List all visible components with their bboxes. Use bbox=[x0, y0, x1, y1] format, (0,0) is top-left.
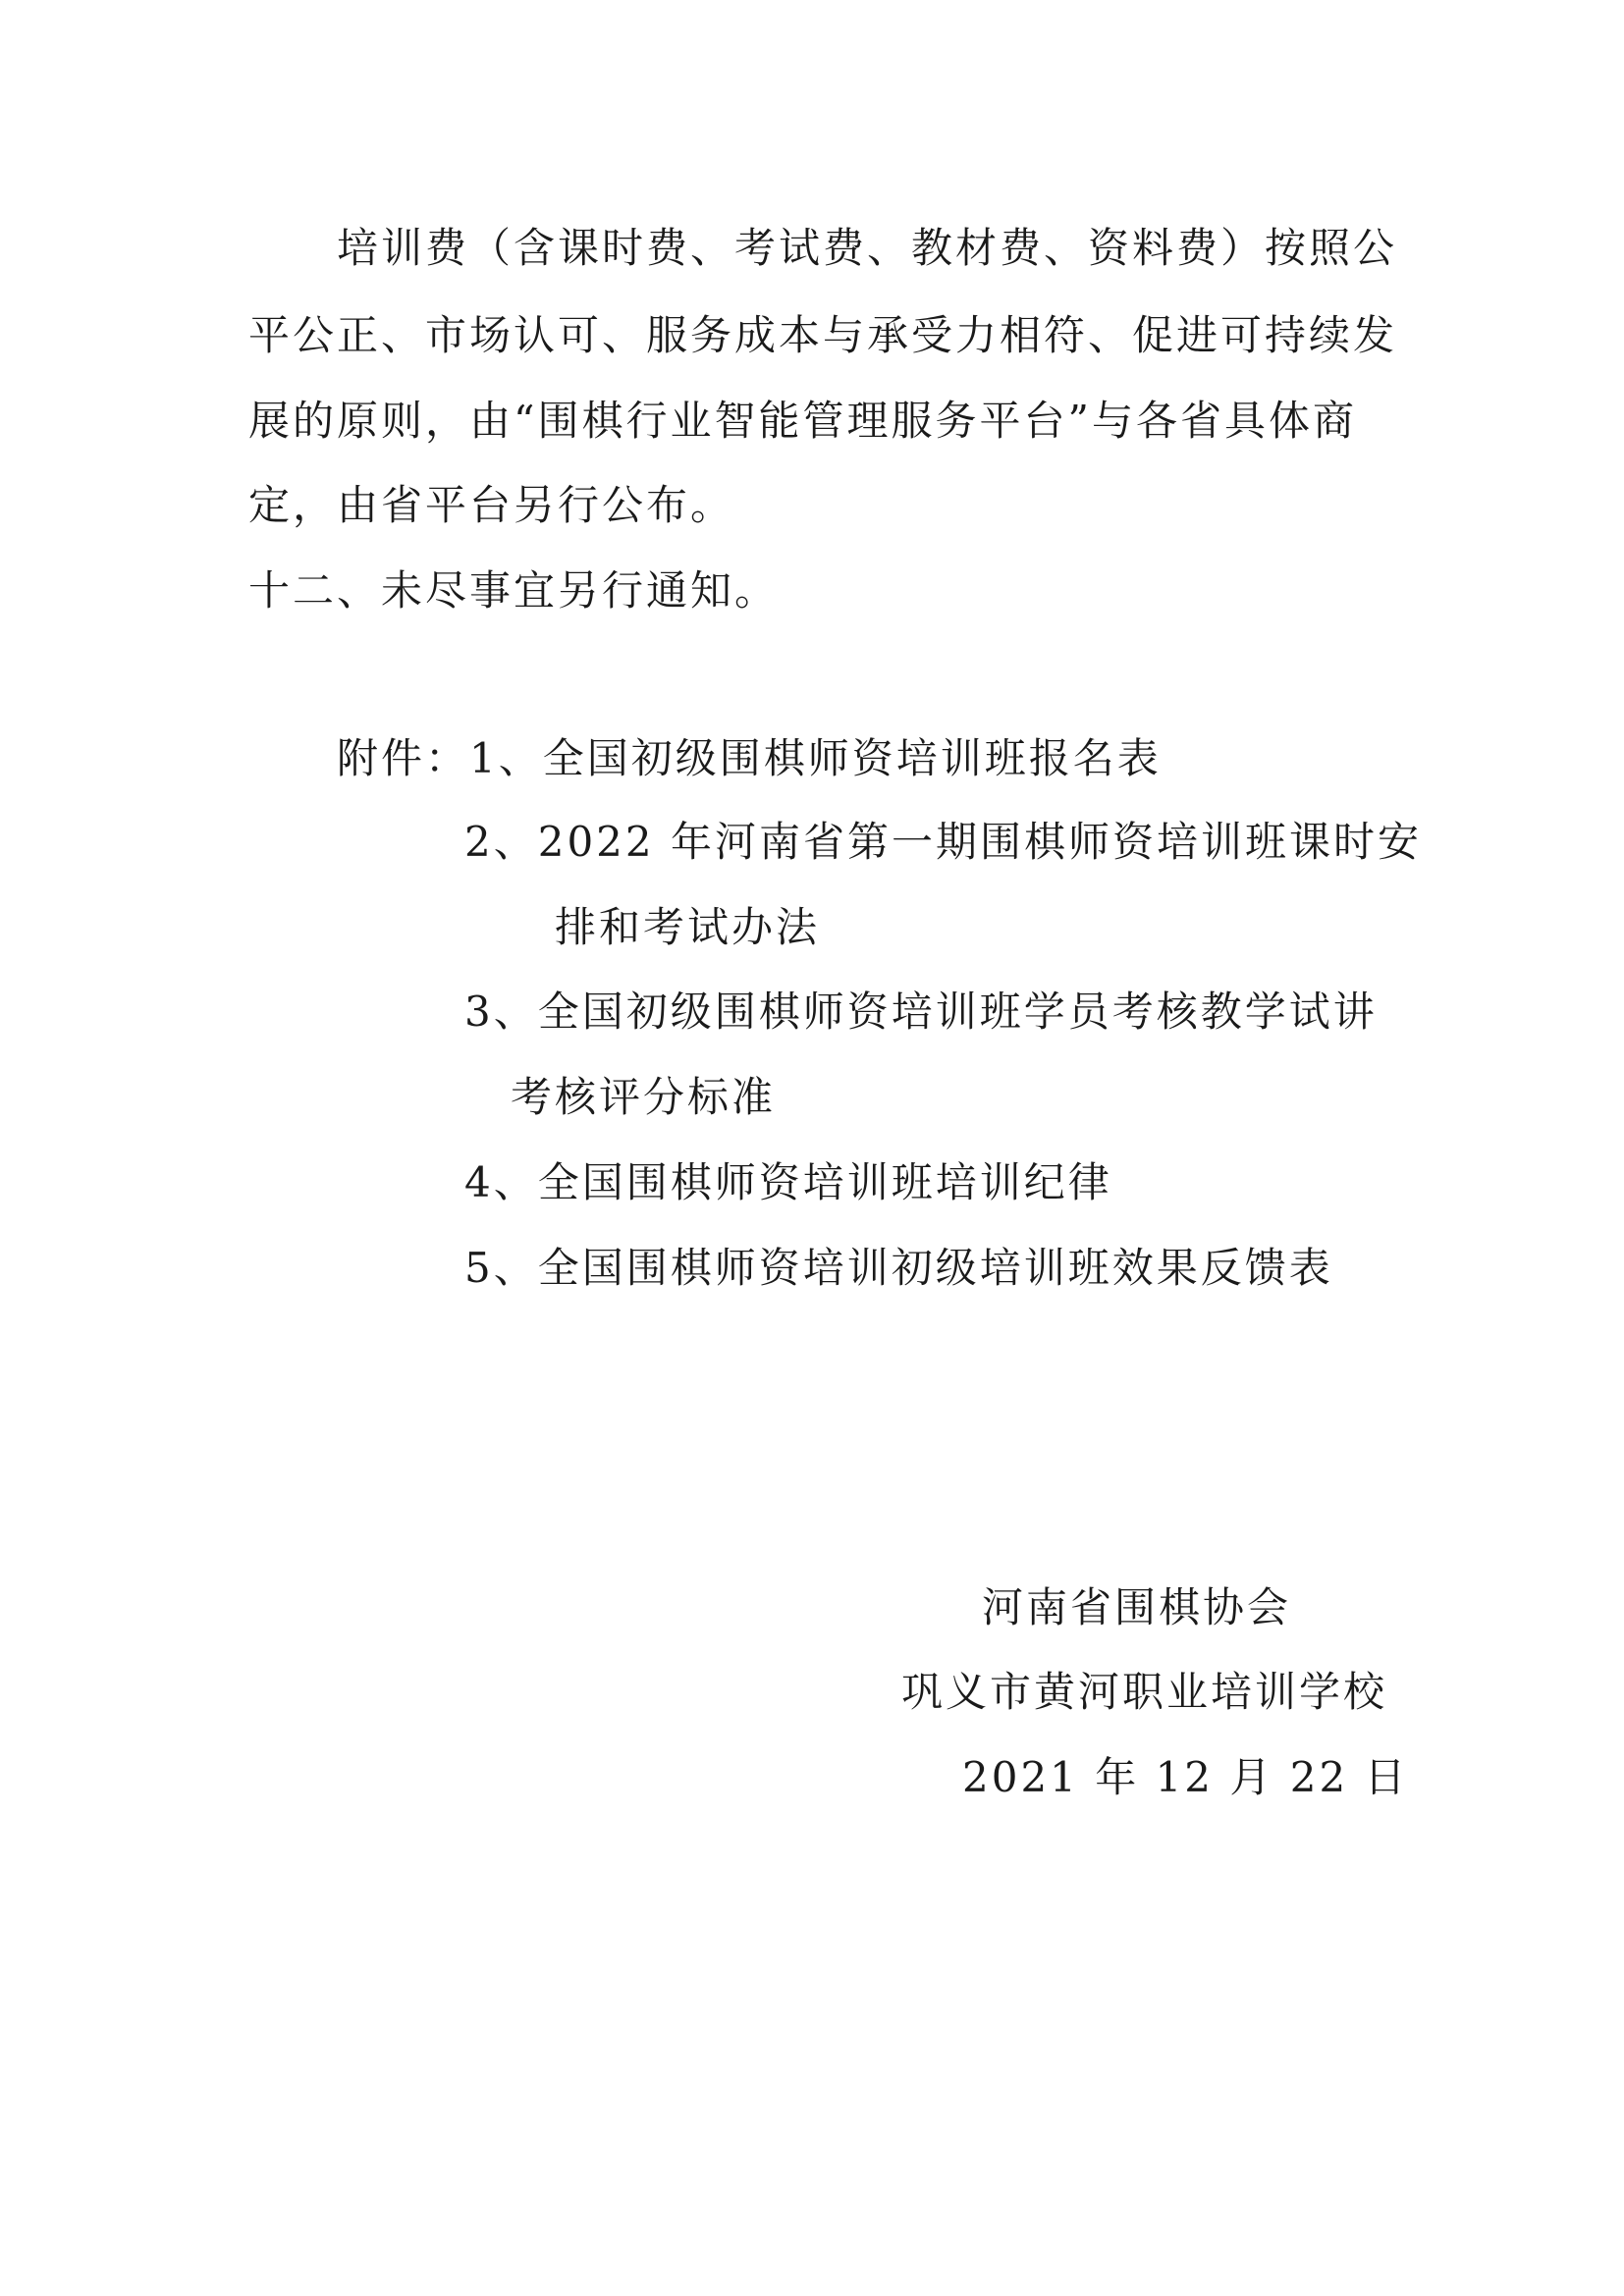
attachment-item-1: 附件：1、全国初级围棋师资培训班报名表 bbox=[337, 734, 1162, 782]
attachment-item-2-line-2: 排和考试办法 bbox=[555, 903, 821, 951]
signature-org-1: 河南省围棋协会 bbox=[982, 1583, 1292, 1631]
paragraph-line-2: 平公正、市场认可、服务成本与承受力相符、促进可持续发 bbox=[248, 311, 1398, 359]
attachment-item-4: 4、全国围棋师资培训班培训纪律 bbox=[464, 1158, 1112, 1206]
item-twelve: 十二、未尽事宜另行通知。 bbox=[248, 566, 780, 614]
signature-org-2: 巩义市黄河职业培训学校 bbox=[901, 1668, 1388, 1716]
paragraph-line-4: 定，由省平台另行公布。 bbox=[248, 481, 735, 529]
paragraph-line-3: 展的原则，由“围棋行业智能管理服务平台”与各省具体商 bbox=[248, 397, 1357, 445]
paragraph-line-1: 培训费（含课时费、考试费、教材费、资料费）按照公 bbox=[337, 224, 1398, 272]
attachment-item-3-line-2: 考核评分标准 bbox=[511, 1073, 777, 1121]
attachment-item-5: 5、全国围棋师资培训初级培训班效果反馈表 bbox=[464, 1244, 1333, 1292]
signature-date: 2021 年 12 月 22 日 bbox=[962, 1753, 1409, 1801]
attachment-item-2-line-1: 2、2022 年河南省第一期围棋师资培训班课时安 bbox=[464, 818, 1422, 866]
attachment-item-3-line-1: 3、全国初级围棋师资培训班学员考核教学试讲 bbox=[464, 988, 1378, 1036]
